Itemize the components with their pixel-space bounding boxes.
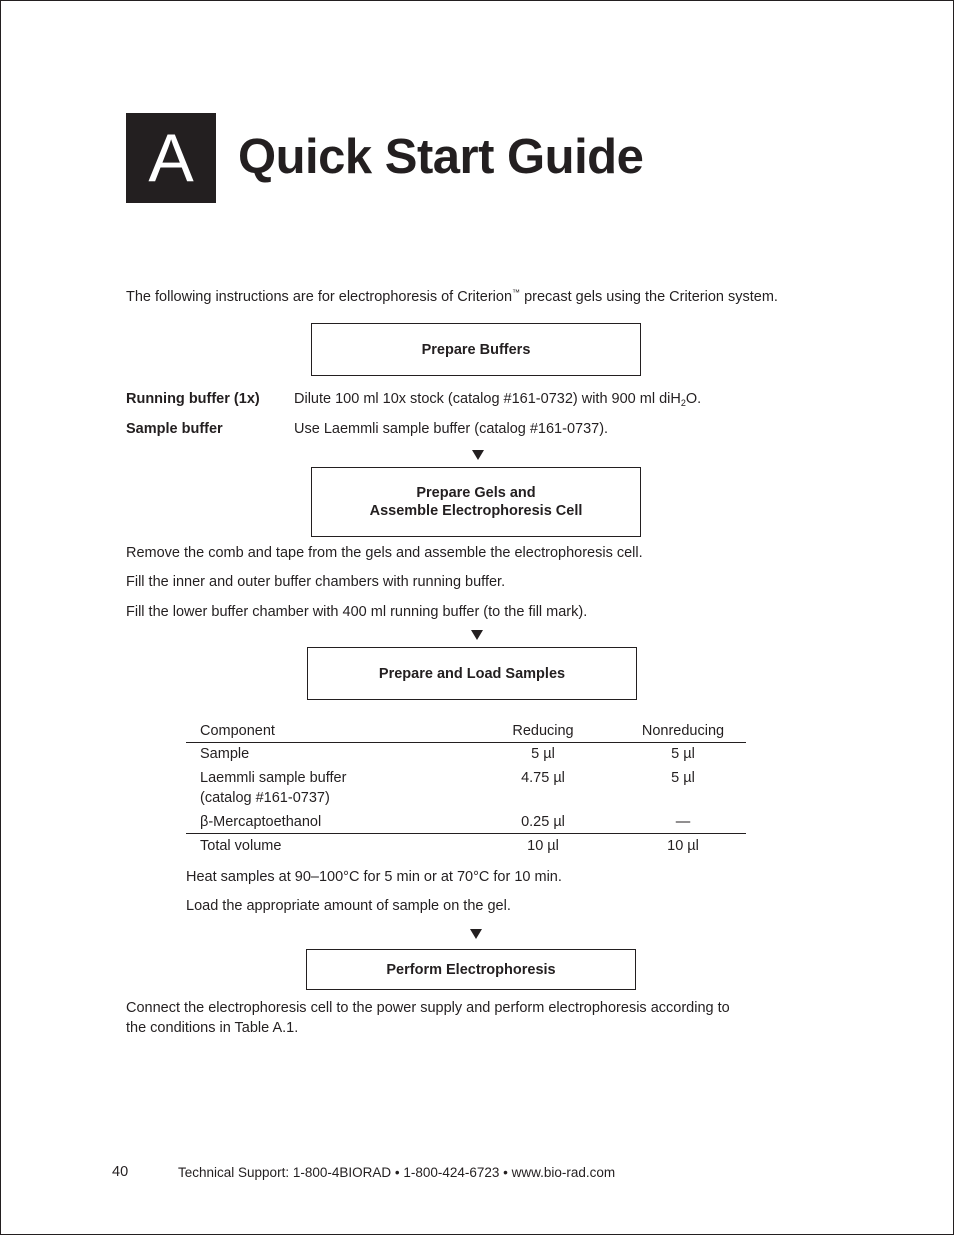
table-cell: 5 µl <box>671 770 695 786</box>
table-cell: 5 µl <box>671 746 695 762</box>
table-header-reducing: Reducing <box>512 723 574 739</box>
step-prepare-gels-title-line: Assemble Electrophoresis Cell <box>369 503 583 519</box>
running-buffer-text-part: O. <box>685 391 702 407</box>
instruction-line: Remove the comb and tape from the gels and assemble the electrophoresis cell. <box>126 545 643 561</box>
instruction-line: Fill the lower buffer chamber with 400 ml running buffer (to the fill mark). <box>126 604 588 620</box>
subscript-2: 2 <box>680 398 686 408</box>
table-cell: — <box>675 814 691 830</box>
intro-text-part: The following instructions are for electrophoresis of Criterion <box>126 289 513 305</box>
table-cell: 10 µl <box>667 838 699 854</box>
step-perform-electrophoresis-box <box>306 949 636 990</box>
table-cell: 10 µl <box>527 838 559 854</box>
sample-buffer-text: Use Laemmli sample buffer (catalog #161-0737). <box>294 421 609 437</box>
step-prepare-buffers-box <box>311 323 641 376</box>
running-buffer-text <box>294 389 701 413</box>
running-buffer-label: Running buffer (1x) <box>126 391 260 407</box>
table-header-component: Component <box>200 723 275 739</box>
page-title: Quick Start Guide <box>238 130 644 184</box>
step-prepare-samples-title: Prepare and Load Samples <box>378 665 566 682</box>
intro-text <box>126 283 778 307</box>
instruction-line: Heat samples at 90–100°C for 5 min or at 70°C for 10 min. <box>186 869 562 885</box>
table-cell: 0.25 µl <box>521 814 565 830</box>
down-arrow-icon <box>470 929 482 939</box>
step-prepare-samples-box <box>307 647 637 700</box>
table-header-nonreducing: Nonreducing <box>641 723 725 739</box>
instruction-line: Connect the electrophoresis cell to the power supply and perform electrophoresis according to <box>126 1000 730 1016</box>
instruction-line: Load the appropriate amount of sample on the gel. <box>186 898 511 914</box>
trademark-symbol: ™ <box>512 288 521 297</box>
table-cell: β-Mercaptoethanol <box>200 814 322 830</box>
table-cell: Sample <box>200 746 250 762</box>
instruction-line: the conditions in Table A.1. <box>126 1020 299 1036</box>
chapter-letter-box <box>126 113 216 203</box>
instruction-line: Fill the inner and outer buffer chambers with running buffer. <box>126 574 506 590</box>
step-prepare-gels-box <box>311 467 641 537</box>
table-header-rule <box>186 742 746 743</box>
page-number: 40 <box>112 1164 129 1180</box>
down-arrow-icon <box>472 450 484 460</box>
table-cell: Laemmli sample buffer <box>200 770 347 786</box>
down-arrow-icon <box>471 630 483 640</box>
chapter-letter: A <box>148 120 194 196</box>
step-perform-electrophoresis-title: Perform Electrophoresis <box>386 961 556 978</box>
table-total-rule <box>186 833 746 834</box>
intro-text-part: precast gels using the Criterion system. <box>520 289 778 305</box>
sample-buffer-label: Sample buffer <box>126 421 223 437</box>
running-buffer-text-part: Dilute 100 ml 10x stock (catalog #161-0732) with 900 ml diH <box>294 391 681 407</box>
step-prepare-gels-title-line: Prepare Gels and <box>416 485 536 501</box>
table-cell: (catalog #161-0737) <box>200 790 330 806</box>
step-prepare-buffers-title: Prepare Buffers <box>421 341 531 358</box>
table-cell: 4.75 µl <box>521 770 565 786</box>
table-cell: 5 µl <box>531 746 555 762</box>
footer-support-text: Technical Support: 1-800-4BIORAD • 1-800-424-6723 • www.bio-rad.com <box>178 1165 616 1180</box>
table-cell: Total volume <box>200 838 282 854</box>
